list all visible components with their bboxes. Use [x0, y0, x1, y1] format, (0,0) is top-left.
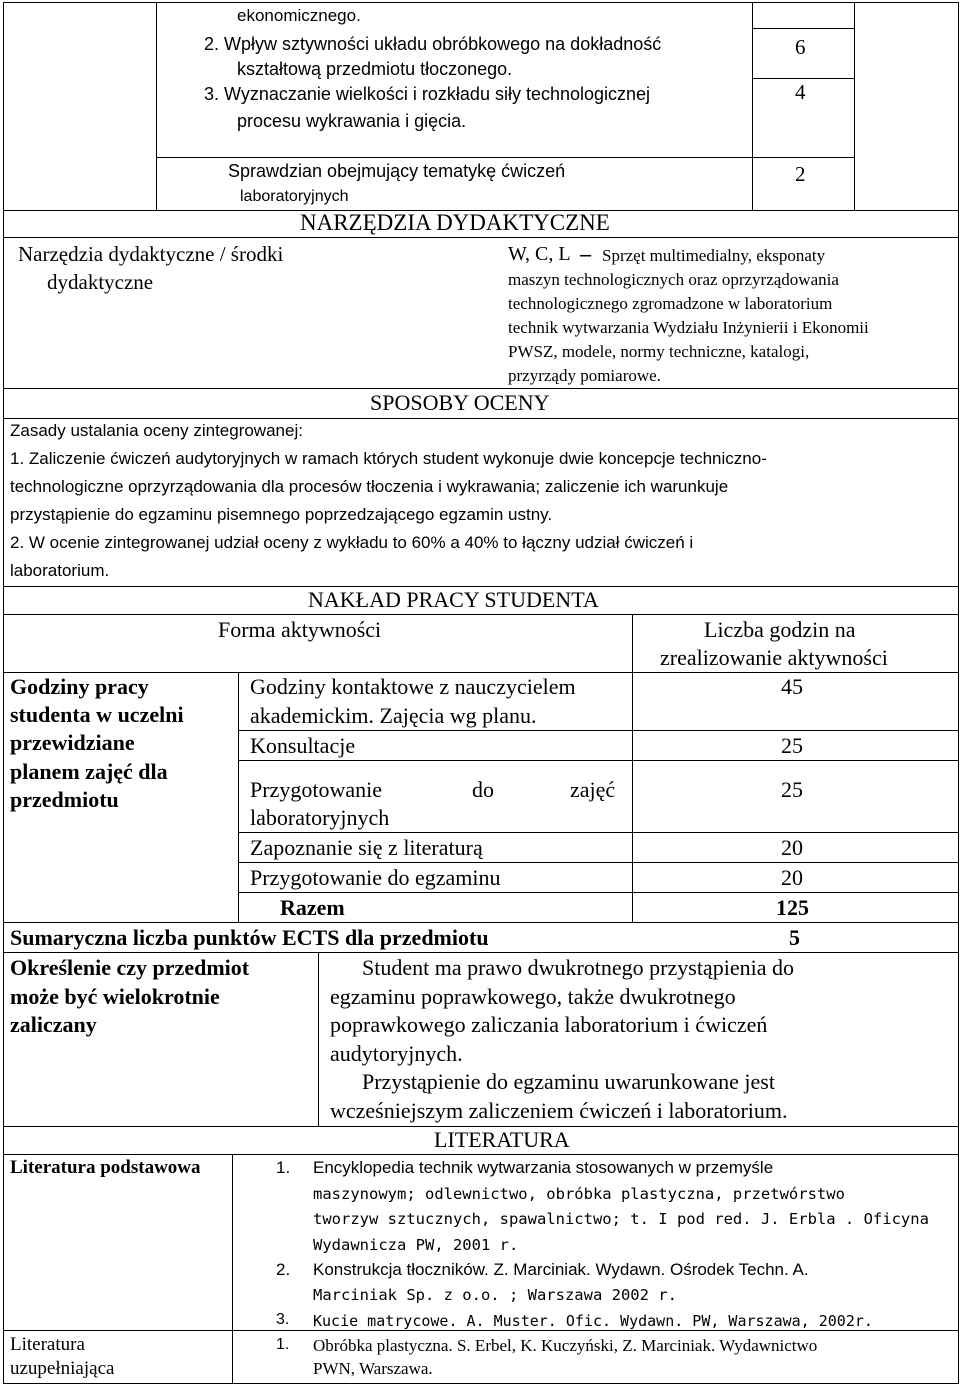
assessment-text: technologiczne oprzyrządowania dla procesów tłoczenia i wykrawania; zaliczenie ich warunkuje	[10, 477, 729, 496]
list-number: 1.	[276, 1158, 291, 1177]
workload-heading: NAKŁAD PRACY STUDENTA	[308, 587, 599, 612]
tools-text: Sprzęt multimedialny, eksponaty	[602, 246, 826, 265]
assessment-text: 1. Zaliczenie ćwiczeń audytoryjnych w ramach których student wykonuje dwie koncepcje techniczno-	[10, 449, 767, 468]
tools-dash: –	[580, 241, 591, 266]
activity-label: Konsultacje	[250, 733, 356, 758]
tools-text: technologicznego zgromadzone w laboratorium	[508, 294, 833, 313]
assessment-text: Zasady ustalania oceny zintegrowanej:	[10, 421, 303, 440]
activity-label: Zapoznanie się z literaturą	[250, 835, 483, 860]
activity-label: Przygotowanie do egzaminu	[250, 865, 501, 890]
tools-code: W, C, L	[508, 243, 571, 265]
column-header-form: Forma aktywności	[218, 617, 382, 642]
activity-label: zajęć	[570, 777, 616, 802]
activity-label: laboratoryjnych	[250, 805, 390, 830]
topic-hours: 6	[795, 35, 806, 59]
activity-hours: 20	[781, 835, 803, 860]
topic-line: kształtową przedmiotu tłoczonego.	[237, 59, 513, 79]
topic-line: procesu wykrawania i gięcia.	[237, 111, 467, 131]
list-number: 1.	[276, 1336, 290, 1353]
tools-heading: NARZĘDZIA DYDAKTYCZNE	[300, 210, 610, 235]
topic-line: 2. Wpływ sztywności układu obróbkowego na dokładność	[204, 34, 662, 54]
activity-label: do	[472, 777, 494, 802]
ects-label: Sumaryczna liczba punktów ECTS dla przedmiotu	[10, 925, 489, 950]
assessment-text: przystąpienie do egzaminu pisemnego poprzedzającego egzamin ustny.	[10, 505, 553, 524]
topic-line: 3. Wyznaczanie wielkości i rozkładu siły technologicznej	[204, 84, 651, 104]
tools-text: maszyn technologicznych oraz oprzyrządowania	[508, 270, 839, 289]
test-hours: 2	[795, 162, 806, 186]
ects-value: 5	[789, 925, 800, 950]
list-number: 2.	[276, 1260, 291, 1279]
column-header-hours: zrealizowanie aktywności	[660, 645, 888, 670]
tools-text: PWSZ, modele, normy techniczne, katalogi,	[508, 342, 810, 361]
tools-text: technik wytwarzania Wydziału Inżynierii i Ekonomii	[508, 318, 869, 337]
topic-hours: 4	[795, 80, 806, 104]
literature-heading: LITERATURA	[434, 1127, 570, 1152]
assessment-text: laboratorium.	[10, 561, 110, 580]
topic-line: ekonomicznego.	[237, 6, 361, 25]
column-header-hours: Liczba godzin na	[704, 617, 856, 642]
basic-literature-label: Literatura podstawowa	[10, 1157, 201, 1178]
test-description: Sprawdzian obejmujący tematykę ćwiczeń	[228, 161, 566, 181]
activity-hours: 20	[781, 865, 803, 890]
activity-label: Przygotowanie	[250, 777, 382, 802]
activity-hours: 25	[781, 733, 803, 758]
activity-hours: 25	[781, 777, 803, 802]
total-hours: 125	[776, 895, 809, 920]
total-label: Razem	[280, 895, 345, 920]
activity-hours: 45	[781, 674, 803, 699]
assessment-text: 2. W ocenie zintegrowanej udział oceny z wykładu to 60% a 40% to łączny udział ćwiczeń i	[10, 533, 694, 552]
tools-label: Narzędzia dydaktyczne / środki	[18, 242, 284, 266]
test-description: laboratoryjnych	[240, 188, 349, 205]
list-number: 3.	[276, 1311, 290, 1328]
tools-text: przyrządy pomiarowe.	[508, 366, 661, 385]
assessment-heading: SPOSOBY OCENY	[370, 390, 550, 415]
activity-label: Godziny kontaktowe z nauczycielem	[250, 674, 576, 699]
activity-label: akademickim. Zajęcia wg planu.	[250, 703, 537, 728]
tools-label: dydaktyczne	[47, 270, 154, 294]
